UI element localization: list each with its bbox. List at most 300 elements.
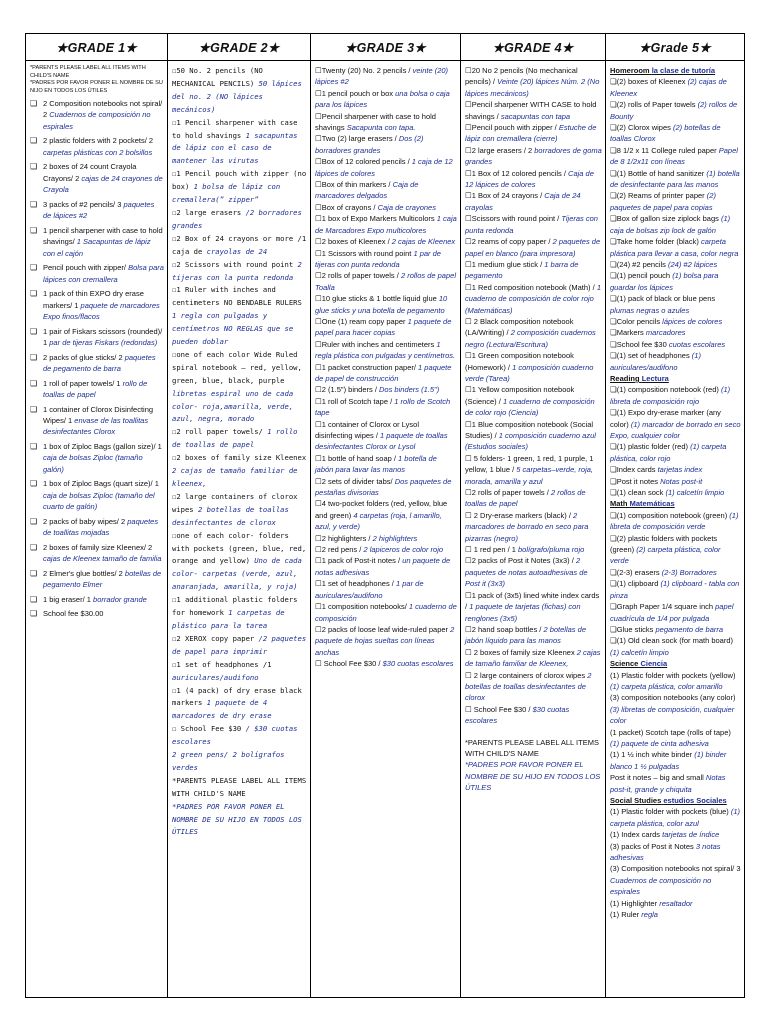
list-item: [610, 498, 741, 509]
item-english: (3) packs of Post it Notes: [610, 841, 694, 851]
item-text: [172, 594, 307, 633]
item-text: [465, 65, 602, 99]
grade-5-items: [610, 65, 741, 920]
item-english: ❏(2) Reams of printer paper: [610, 191, 705, 201]
item-spanish: (1) caja de bolsas zip lock de galón: [610, 214, 731, 235]
list-item: [465, 213, 602, 236]
list-item: [30, 225, 164, 259]
item-text: [610, 658, 667, 669]
item-text: [172, 117, 307, 169]
item-text: [315, 293, 457, 316]
item-english: ☐1 set of headphones /: [315, 579, 394, 589]
item-spanish: borrador grande: [93, 594, 147, 604]
note-en: *PARENTS PLEASE LABEL ALL ITEMS WITH CHILD'S NAME: [30, 65, 146, 79]
list-item: [610, 567, 741, 578]
item-text: [315, 316, 457, 339]
item-spanish: 1 bolsa de lápiz con cremallera(” zipper”: [172, 182, 281, 205]
item-english: ❏(1) pencil pouch: [610, 271, 671, 281]
item-text: [465, 670, 602, 704]
list-item: [172, 426, 307, 452]
item-spanish: 1 par de auriculares/audifono: [315, 579, 424, 600]
item-english: ❏Graph Paper 1/4 square inch: [610, 602, 714, 612]
item-english: ❏Index cards: [610, 465, 656, 475]
item-spanish: Papel de 8 1/2x11 con líneas: [610, 145, 738, 167]
item-english: ☐1 Scissors with round point: [315, 248, 412, 258]
item-english: ❏(1) clipboard: [610, 579, 659, 589]
item-english: 1 pencil sharpener with case to hold shavings/: [43, 225, 163, 247]
list-item: [610, 898, 741, 909]
grade-3-items: [315, 65, 457, 670]
item-text: [315, 453, 457, 476]
list-item: [610, 145, 741, 168]
item-english: ❏(2) boxes of Kleenex: [610, 77, 686, 87]
item-english: (1 packet) Scotch tape (rolls of tape): [610, 727, 731, 737]
item-english: ❏(2) Clorox wipes: [610, 123, 671, 133]
item-spanish: (1) calcetín limpio: [610, 647, 669, 657]
list-item: [610, 99, 741, 122]
item-english: ☐one of each color- folders with pockets (green, blue, red, orange and yellow): [172, 530, 307, 566]
item-spanish: crayolas de 24: [206, 246, 268, 256]
item-spanish: 1 par de tijeras con punta redonda: [315, 248, 441, 269]
item-spanish: 2 paquetes de notas autoadhesivas de Post it (3x3): [465, 556, 588, 589]
list-item: [172, 284, 307, 349]
item-spanish: 2 paquete de hojas sueltas con líneas anchas: [315, 624, 455, 657]
item-text: [315, 555, 457, 578]
grade-2-header: ★GRADE 2★: [168, 34, 310, 61]
list-item: [315, 248, 457, 271]
list-item: [465, 168, 602, 191]
item-text: [610, 316, 722, 327]
item-english: ❏(1) Expo dry-erase marker (any color): [610, 408, 721, 429]
list-item: [465, 236, 602, 259]
list-item: [315, 601, 457, 624]
list-item: [610, 122, 741, 145]
section-heading-es: Matemáticas: [629, 499, 675, 509]
list-item: [610, 236, 741, 259]
list-item: [465, 190, 602, 213]
item-spanish: 2 cajas de tamaño familiar de Kleenex,: [465, 647, 601, 669]
item-spanish: 1 composición cuaderno verde (Tarea): [465, 362, 594, 383]
item-spanish: /2 borradores grandes: [172, 207, 302, 230]
grade-1-items: [30, 98, 164, 620]
list-item: [610, 658, 741, 669]
item-english: ☐1 Box of 12 colored pencils /: [465, 168, 566, 178]
item-text: [315, 476, 457, 499]
item-text: [43, 378, 164, 401]
list-item: [465, 544, 602, 555]
list-item: [465, 316, 602, 350]
item-text: [610, 863, 741, 897]
item-text: [315, 111, 457, 134]
item-text: [43, 352, 164, 375]
checkbox-bullet-icon: ❏: [30, 516, 38, 526]
section-heading-en: Reading: [610, 373, 640, 383]
item-english: ❏(1) set of headphones: [610, 351, 690, 361]
item-english: (1) 1 ½ inch white binder: [610, 750, 693, 760]
item-text: [465, 236, 602, 259]
item-spanish: 2 tijeras con la punta redonda: [172, 259, 302, 282]
list-item: [610, 76, 741, 99]
item-text: [610, 122, 741, 145]
item-english: ☐1 Pencil sharpener with case to hold shavings: [172, 117, 298, 140]
checkbox-bullet-icon: ❏: [30, 225, 38, 235]
item-text: [610, 407, 741, 441]
item-english: ☐2 boxes of family size Kleenex: [172, 453, 307, 463]
item-text: [610, 510, 741, 533]
item-text: [172, 426, 307, 452]
item-text: [315, 533, 417, 544]
list-item: [465, 510, 602, 544]
item-english: 1 box of Ziploc Bags (quart size)/ 1: [43, 479, 159, 489]
item-english: ☐10 glue sticks & 1 bottle liquid glue: [315, 294, 437, 304]
item-english: ❏School fee $30: [610, 339, 667, 349]
item-spanish: caja de bolsas Ziploc (tamaño galón): [43, 453, 143, 474]
item-text: [610, 145, 741, 168]
list-item: [172, 491, 307, 530]
list-item: [610, 373, 741, 384]
section-heading: [610, 796, 727, 805]
list-item: [315, 213, 457, 236]
item-text: [315, 248, 457, 271]
list-item: [610, 795, 741, 806]
item-english: ☐1 set of headphones /1: [172, 659, 272, 669]
item-english: ☐1 pack of Post-it notes /: [315, 556, 401, 566]
item-text: [610, 190, 741, 213]
item-english: ☐Pencil sharpener with case to hold shavings: [315, 111, 436, 133]
item-text: [465, 704, 602, 727]
item-spanish: borradores de goma grandes: [465, 145, 602, 167]
list-item: [172, 207, 307, 233]
item-spanish: 2 green pens/ 2 bolígrafos verdes: [172, 750, 285, 772]
item-english: ❏Color pencils: [610, 316, 661, 326]
item-spanish: (1) carpeta plástica, color azul: [610, 807, 741, 828]
list-item: [610, 510, 741, 533]
item-spanish: (2) carpeta plástica, color verde: [610, 545, 721, 566]
item-english: ☐1 bottle of hand soap /: [315, 453, 396, 463]
item-spanish: (24) #2 lápices: [668, 259, 718, 269]
list-item: [315, 179, 457, 202]
item-english: ❏(1) composition notebook (red): [610, 385, 719, 395]
item-text: [610, 795, 727, 806]
item-english: ☐1 container of Clorox or Lysol disinfecting wipes /: [315, 419, 419, 440]
item-text: [315, 396, 457, 419]
item-english: 2 Elmer's glue bottles/ 2: [43, 568, 123, 578]
list-item: [465, 647, 602, 670]
section-heading: [610, 659, 667, 668]
grade-4-items: [465, 65, 602, 794]
list-item: [172, 452, 307, 491]
item-spanish: /2 paquetes de papel para imprimir: [172, 633, 307, 656]
item-text: [610, 898, 693, 909]
item-spanish: (1) calcetín limpio: [665, 488, 725, 498]
item-text: [315, 601, 457, 624]
list-item: [465, 555, 602, 589]
item-spanish: carpetas plásticas con 2 bolsillos: [43, 147, 153, 157]
section-heading-en: Math: [610, 499, 628, 509]
item-english: *PARENTS PLEASE LABEL ALL ITEMS WITH CHILD'S NAME: [465, 737, 599, 758]
list-item: [610, 213, 741, 236]
item-text: [465, 544, 584, 555]
item-spanish: Caja de marcadores delgados: [315, 180, 419, 201]
item-english: (1) Index cards: [610, 830, 661, 840]
item-english: ☐Twenty (20) No. 2 pencils /: [315, 66, 411, 75]
item-english: ☐2 highlighters /: [315, 533, 371, 543]
item-spanish: *PADRES POR FAVOR PONER EL NOMBRE DE SU HIJO EN TODOS LOS ÚTILES: [172, 801, 302, 837]
item-english: ☐50 No. 2 pencils (NO MECHANICAL PENCILS): [172, 66, 263, 88]
item-text: [315, 544, 443, 555]
item-english: ❏(1) pack of black or blue pens: [610, 294, 716, 304]
item-text: [465, 259, 602, 282]
list-item: [172, 775, 307, 801]
item-spanish: caja de bolsas Ziploc (tamaño del cuarto de galón): [43, 490, 155, 512]
item-english: ☐2 boxes of Kleenex /: [315, 237, 390, 247]
section-heading-es: estudios Sociales: [663, 796, 727, 805]
item-text: [315, 498, 457, 532]
item-spanish: 3 notas adhesivas: [610, 841, 721, 863]
item-spanish: libretas espiral uno de cada color- roja,amarilla, verde, azul, negra, morado: [172, 388, 294, 424]
item-english: ☐1 Yellow composition notebook (Science) /: [465, 385, 575, 406]
item-text: [610, 213, 741, 236]
checkbox-bullet-icon: ❏: [30, 404, 38, 414]
item-text: [465, 316, 602, 350]
item-spanish: 1 Sacapuntas de lápiz con el cajón: [43, 237, 151, 258]
list-item: [30, 135, 164, 158]
item-english: ☐2 packs of Post it Notes (3x3) /: [465, 556, 574, 566]
list-item: [315, 544, 457, 555]
item-spanish: (1) carpeta plástica, color amarillo: [610, 681, 723, 691]
item-spanish: rollo de toallas de papel: [43, 378, 148, 400]
checkbox-bullet-icon: ❏: [30, 352, 38, 362]
list-item: [30, 378, 164, 401]
checkbox-bullet-icon: ❏: [30, 378, 38, 388]
item-spanish: un paquete de notas adhesivas: [315, 556, 451, 577]
list-item: [30, 441, 164, 475]
list-item: [315, 111, 457, 134]
item-spanish: botellas de pegamento Elmer: [43, 568, 162, 590]
list-item: [30, 404, 164, 438]
list-item: [30, 326, 164, 349]
item-text: [172, 259, 307, 285]
item-text: [465, 99, 602, 122]
list-item: [610, 635, 741, 658]
item-english: ☐2 sets of divider tabs/: [315, 476, 393, 486]
item-spanish: 2 botellas de toallas desinfectantes de clorox: [172, 504, 289, 527]
item-english: ☐ 2 Dry-erase markers (black) /: [465, 510, 571, 520]
list-item: [172, 259, 307, 285]
item-english: ❏Take home folder (black): [610, 237, 699, 247]
list-item: [610, 772, 741, 795]
item-english: Pencil pouch with zipper/: [43, 263, 126, 273]
item-spanish: 1 paquete de tarjetas (fichas) con renglones (3x5): [465, 602, 581, 623]
item-spanish: 2 cajas de Kleenex: [391, 237, 456, 247]
item-english: ☐2 Box of 24 crayons or more /1 caja de: [172, 233, 307, 256]
list-item: [315, 293, 457, 316]
item-spanish: 1 paquete de papel para hacer copias: [315, 316, 452, 338]
item-english: ☐1 box of Expo Markers Multicolors: [315, 214, 435, 224]
item-english: ❏(2) rolls of Paper towels: [610, 100, 696, 110]
item-english: ☐2 Scissors with round point: [172, 259, 294, 269]
section-heading: [610, 499, 675, 508]
item-text: [610, 692, 741, 726]
list-item: [315, 133, 457, 156]
item-spanish: 1 composición cuaderno azul (Estudios sociales): [465, 431, 596, 452]
list-item: [30, 262, 164, 285]
item-english: ☐20 No 2 pencils (No mechanical pencils) /: [465, 66, 578, 87]
item-english: ☐1 composition notebooks/: [315, 602, 407, 612]
item-spanish: 2 rollos de papel Toalla: [315, 271, 456, 292]
item-text: [610, 339, 725, 350]
item-text: [315, 65, 457, 88]
grade-4-column: [461, 34, 606, 997]
item-english: ☐1 medium glue stick /: [465, 259, 543, 269]
list-item: [172, 749, 307, 775]
item-spanish: (1) carpeta plástica, color rojo: [610, 442, 727, 463]
item-spanish: (1) libreta de composición rojo: [610, 385, 731, 406]
item-text: [43, 135, 164, 158]
item-english: ☐1 Blue composition notebook (Social Studies) /: [465, 419, 594, 440]
list-item: [315, 362, 457, 385]
item-english: ☐1 Pencil pouch with zipper (no box): [172, 169, 307, 192]
list-item: [465, 384, 602, 418]
item-text: [43, 262, 164, 285]
item-spanish: papel cuadrícula de 1/4 por pulgada: [610, 602, 734, 623]
item-spanish: cajas de Kleenex tamaño de familia: [43, 554, 162, 564]
list-item: [465, 624, 602, 647]
item-spanish: cuotas escolares: [668, 339, 726, 349]
item-text: [172, 801, 307, 840]
list-item: [465, 282, 602, 316]
item-text: [172, 749, 307, 775]
item-text: [172, 633, 307, 659]
checkbox-bullet-icon: ❏: [30, 99, 38, 108]
list-item: [315, 339, 457, 362]
list-item: [30, 594, 164, 605]
item-text: [172, 233, 307, 259]
item-english: 2 Composition notebooks not spiral/ 2: [43, 99, 163, 120]
grade-3-list: [311, 61, 460, 670]
item-text: [315, 179, 457, 202]
item-text: [610, 578, 741, 601]
item-english: ☐ 2 boxes of family size Kleenex: [465, 647, 575, 657]
supply-list-table: [25, 33, 745, 998]
item-english: (1) Highlighter: [610, 898, 658, 908]
list-item: [465, 704, 602, 727]
item-text: [43, 594, 147, 605]
grade-1-column: [26, 34, 168, 997]
section-heading-en: Homeroom: [610, 66, 650, 75]
item-text: [465, 555, 602, 589]
item-text: [465, 145, 602, 168]
list-item: [610, 259, 741, 270]
item-text: [172, 685, 307, 724]
item-english: ❏(1) clean sock: [610, 488, 664, 498]
item-text: [43, 542, 164, 565]
item-spanish: (2) botellas de toallas Clorox: [610, 123, 721, 144]
item-english: ☐4 two-pocket folders (red, yellow, blue and green): [315, 499, 448, 520]
grade-4-header: ★GRADE 4★: [461, 34, 605, 61]
list-item: [465, 590, 602, 624]
item-text: [610, 476, 702, 487]
item-spanish: Sacapunta con tapa.: [346, 123, 416, 133]
item-english: ☐2 reams of copy paper /: [465, 237, 551, 247]
list-item: [610, 806, 741, 829]
item-spanish: 1 caja de Marcadores Expo multicolores: [315, 214, 457, 235]
list-item: [315, 88, 457, 111]
item-text: [610, 65, 715, 76]
item-english: ☐Ruler with inches and centimeters: [315, 339, 435, 349]
item-english: 1 big eraser/ 1: [43, 594, 91, 604]
checkbox-bullet-icon: ❏: [30, 136, 38, 146]
item-spanish: $30 cuotas escolares: [382, 659, 454, 669]
item-text: [315, 578, 457, 601]
list-item: [610, 670, 741, 693]
section-heading: [610, 374, 669, 383]
item-spanish: pegamento de barra: [655, 624, 724, 634]
item-text: [610, 76, 741, 99]
item-text: [610, 727, 741, 750]
list-item: [465, 145, 602, 168]
item-text: [315, 384, 439, 395]
item-spanish: par de tijeras Fiskars (redondas): [49, 338, 158, 348]
item-text: [610, 293, 741, 316]
list-item: [610, 327, 741, 338]
grade-1-note: [30, 65, 164, 95]
checkbox-bullet-icon: ❏: [30, 442, 38, 452]
list-item: [610, 339, 741, 350]
grade-5-list: [606, 61, 744, 920]
item-spanish: carpeta plástica para llevar a casa, color negra: [610, 237, 739, 258]
list-item: [172, 801, 307, 840]
item-english: ☐2 rolls of paper towels /: [315, 271, 399, 281]
checkbox-bullet-icon: ❏: [30, 289, 38, 299]
list-item: [465, 259, 602, 282]
item-text: [465, 737, 602, 760]
item-text: [43, 516, 164, 539]
item-english: ☐ School Fee $30: [172, 724, 242, 734]
list-item: [315, 498, 457, 532]
item-text: [315, 213, 457, 236]
list-item: [172, 233, 307, 259]
grade-3-column: [311, 34, 461, 997]
item-english: ❏(1) Bottle of hand sanitizer: [610, 168, 705, 178]
item-spanish: 2 rollos de toallas de papel: [465, 488, 586, 509]
item-english: ☐2 large containers of clorox wipes: [172, 491, 298, 514]
item-text: [315, 419, 457, 453]
item-spanish: (1) botella de desinfectante para las manos: [610, 168, 740, 190]
checkbox-bullet-icon: ❏: [30, 263, 38, 273]
list-item: [172, 168, 307, 207]
list-item: [315, 658, 457, 669]
item-text: [172, 284, 307, 349]
item-text: [315, 202, 436, 213]
list-item: [610, 829, 741, 840]
item-spanish: 2 composición cuadernos negro (Lectura/Escritura): [465, 328, 596, 349]
checkbox-bullet-icon: ❏: [30, 609, 38, 619]
item-spanish: (2) paquetes de papel para copias: [610, 191, 716, 212]
item-spanish: (1) binder blanco 1 ½ pulgadas: [610, 750, 727, 771]
item-text: [465, 487, 602, 510]
item-text: [610, 533, 741, 567]
item-text: [610, 829, 719, 840]
item-spanish: Tijeras con punta redonda: [465, 214, 598, 235]
item-english: ☐2 large erasers / 2: [465, 145, 533, 155]
list-item: [465, 419, 602, 453]
item-spanish: marcadores: [645, 328, 686, 338]
list-item: [610, 384, 741, 407]
checkbox-bullet-icon: ❏: [30, 326, 38, 336]
item-text: [610, 441, 741, 464]
item-text: [315, 88, 457, 111]
